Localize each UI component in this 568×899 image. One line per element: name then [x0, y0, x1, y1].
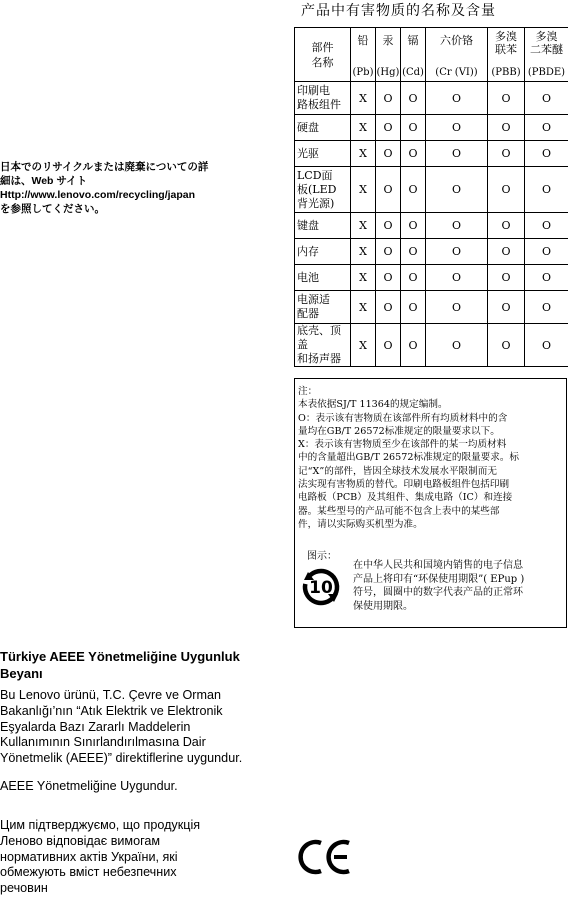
note-line: 器。某些型号的产品可能不包含上表中的某些部: [298, 505, 500, 517]
part-name-line: 硬盘: [297, 120, 319, 134]
body-line: Цим підтверджуємо, що продукція: [0, 818, 201, 832]
substance-value-cell: X: [351, 291, 376, 324]
rohs-table-title: 产品中有害物质的名称及含量: [301, 3, 496, 19]
substance-value-cell: O: [488, 82, 525, 115]
epup-line: 产品上将印有“环保使用期限”( EPup ): [353, 573, 525, 585]
table-row: [295, 291, 568, 324]
substance-name: 联苯: [495, 43, 517, 56]
part-name-line: 光驱: [297, 146, 319, 160]
part-name-line: 路板组件: [297, 98, 341, 111]
substance-value-cell: O: [401, 115, 426, 141]
note-line: 法实现有害物质的替代。印刷电路板组件包括印刷: [298, 479, 510, 491]
substance-value-cell: O: [376, 239, 401, 265]
note-line: 电路板（PCB）及其组件、集成电路（IC）和连接: [298, 492, 513, 504]
epup-number: 10: [309, 578, 333, 598]
table-row: [295, 265, 568, 291]
epup-line: 在中华人民共和国境内销售的电子信息: [353, 560, 523, 571]
header-substance-cell: [401, 28, 426, 82]
note-line: 件，请以实际购买机型为准。: [298, 518, 423, 530]
body-line: нормативних актів України, які: [0, 849, 178, 864]
substance-value-cell: O: [376, 291, 401, 324]
header-substance-cell: [351, 28, 376, 82]
jp-note-line: を参照してください。: [0, 203, 105, 215]
body-line: Леново відповідає вимогам: [0, 833, 161, 848]
part-name-line: 配器: [297, 307, 319, 320]
part-name-line: 底壳、顶盖: [297, 324, 341, 351]
substance-value-cell: O: [426, 115, 488, 141]
substance-value-cell: X: [351, 141, 376, 167]
substance-name: 铅: [357, 34, 369, 47]
substance-value-cell: O: [401, 213, 426, 239]
substance-value-cell: O: [376, 167, 401, 213]
heading-line: Beyanı: [0, 666, 43, 681]
hazardous-substances-table: [294, 27, 568, 367]
japan-recycling-note: [0, 160, 240, 216]
substance-value-cell: O: [426, 82, 488, 115]
substance-value-cell: X: [351, 115, 376, 141]
substance-value-cell: O: [376, 115, 401, 141]
body-line: Bu Lenovo ürünü, T.C. Çevre ve Orman: [0, 688, 221, 702]
jp-note-line: 日本でのリサイクルまたは廃棄についての詳: [0, 161, 209, 173]
legend-label: 图示：: [307, 551, 337, 562]
body-line: Kullanımının Sınırlandırılmasına Dair: [0, 735, 206, 750]
substance-value-cell: O: [401, 265, 426, 291]
turkey-weee-confirm: AEEE Yönetmeliğine Uygundur.: [0, 779, 178, 793]
substance-value-cell: O: [488, 291, 525, 324]
substance-value-cell: O: [426, 239, 488, 265]
substance-value-cell: O: [376, 324, 401, 367]
note-line: X：表示该有害物质至少在该部件的某一均质材料: [298, 439, 507, 451]
substance-value-cell: O: [376, 213, 401, 239]
part-name-line: 键盘: [297, 218, 319, 232]
substance-value-cell: O: [488, 265, 525, 291]
substance-name: 二苯醚: [530, 43, 563, 56]
substance-value-cell: O: [525, 291, 568, 324]
turkey-weee-heading: [0, 648, 240, 682]
note-line: 本表依据SJ/T 11364的规定编制。: [298, 399, 448, 411]
note-line: 量均在GB/T 26572标准规定的限量要求以下。: [298, 425, 500, 437]
substance-value-cell: O: [376, 141, 401, 167]
jp-note-line: Http://www.lenovo.com/recycling/japan: [0, 189, 196, 201]
jp-note-line: 細は、Web サイト: [0, 175, 88, 187]
substance-name: 多溴: [535, 30, 558, 43]
substance-symbol: (Hg): [376, 67, 400, 78]
note-line: 记“X”的部件，皆因全球技术发展水平限制而无: [298, 465, 497, 477]
substance-value-cell: X: [351, 324, 376, 367]
part-name-cell: [295, 167, 351, 213]
ukraine-compliance-text: [0, 818, 200, 897]
substance-value-cell: O: [525, 239, 568, 265]
note-line: 中的含量超出GB/T 26572标准规定的限量要求。标: [298, 452, 520, 464]
header-substance-cell: [525, 28, 568, 82]
substance-value-cell: X: [351, 82, 376, 115]
header-substance-cell: [376, 28, 401, 82]
substance-symbol: (PBDE): [527, 67, 566, 78]
table-row: [295, 141, 568, 167]
substance-value-cell: O: [376, 82, 401, 115]
substance-symbol: (PBB): [491, 67, 521, 78]
part-name-line: 和扬声器: [297, 352, 341, 365]
substance-value-cell: O: [488, 213, 525, 239]
substance-value-cell: O: [401, 167, 426, 213]
substance-value-cell: O: [426, 265, 488, 291]
part-name-line: LCD面: [297, 168, 333, 182]
substance-value-cell: O: [401, 291, 426, 324]
table-row: [295, 239, 568, 265]
substance-value-cell: O: [488, 324, 525, 367]
substance-value-cell: O: [426, 167, 488, 213]
substance-value-cell: O: [426, 213, 488, 239]
table-header-row: [295, 28, 568, 82]
part-name-line: 板(LED: [297, 182, 337, 196]
part-name-cell: [295, 239, 351, 265]
substance-value-cell: O: [426, 141, 488, 167]
substance-value-cell: O: [525, 213, 568, 239]
substance-value-cell: O: [525, 324, 568, 367]
part-name-cell: [295, 324, 351, 367]
body-line: Bakanlığı’nın “Atık Elektrik ve Elektronik: [0, 703, 223, 718]
substance-value-cell: O: [488, 115, 525, 141]
part-name-line: 电源适: [297, 293, 330, 306]
part-name-line: 背光源): [297, 196, 335, 210]
part-name-cell: [295, 141, 351, 167]
substance-value-cell: O: [426, 291, 488, 324]
substance-value-cell: O: [525, 167, 568, 213]
ce-mark-icon: [297, 837, 353, 877]
substance-value-cell: O: [401, 141, 426, 167]
part-name-cell: [295, 291, 351, 324]
substance-name: 多溴: [495, 30, 517, 43]
table-row: [295, 82, 568, 115]
note-line: 注：: [298, 386, 318, 397]
header-substance-cell: [488, 28, 525, 82]
substance-symbol: (Cd): [402, 67, 424, 78]
header-part-line: 部件: [311, 40, 334, 54]
substance-value-cell: O: [426, 324, 488, 367]
header-part-cell: [295, 28, 351, 82]
substance-value-cell: X: [351, 239, 376, 265]
substance-name: 汞: [382, 34, 394, 47]
table-row: [295, 115, 568, 141]
rohs-notes-box: [294, 378, 567, 628]
substance-value-cell: O: [525, 82, 568, 115]
part-name-cell: [295, 265, 351, 291]
substance-value-cell: O: [525, 265, 568, 291]
substance-value-cell: O: [488, 167, 525, 213]
substance-value-cell: X: [351, 213, 376, 239]
substance-value-cell: O: [376, 265, 401, 291]
substance-value-cell: O: [401, 239, 426, 265]
substance-value-cell: O: [401, 82, 426, 115]
epup-line: 保使用期限。: [353, 600, 413, 612]
substance-value-cell: X: [351, 265, 376, 291]
substance-value-cell: X: [351, 167, 376, 213]
turkey-weee-body: [0, 688, 242, 767]
epup-10-icon: [300, 566, 342, 608]
epup-description: [353, 559, 567, 613]
heading-line: Türkiye AEEE Yönetmeliğine Uygunluk: [0, 649, 240, 664]
substance-value-cell: O: [488, 239, 525, 265]
substance-value-cell: O: [401, 324, 426, 367]
part-name-cell: [295, 82, 351, 115]
header-part-line: 名称: [311, 55, 334, 69]
substance-value-cell: O: [525, 141, 568, 167]
body-line: обмежують вміст небезпечних: [0, 865, 177, 880]
body-line: Eşyalarda Bazı Zararlı Maddelerin: [0, 719, 191, 734]
part-name-cell: [295, 115, 351, 141]
substance-value-cell: O: [525, 115, 568, 141]
table-row: [295, 213, 568, 239]
body-line: речовин: [0, 881, 48, 896]
epup-line: 符号，圆圈中的数字代表产品的正常环: [353, 587, 523, 598]
substance-name: 六价铬: [440, 34, 473, 47]
part-name-line: 内存: [297, 244, 319, 258]
substance-symbol: (Cr (VI)): [435, 67, 478, 78]
note-line: O：表示该有害物质在该部件所有均质材料中的含: [298, 412, 508, 424]
part-name-line: 电池: [297, 270, 319, 284]
substance-name: 镉: [407, 34, 419, 47]
part-name-cell: [295, 213, 351, 239]
header-substance-cell: [426, 28, 488, 82]
part-name-line: 印刷电: [297, 84, 330, 97]
table-row: [295, 167, 568, 213]
body-line: Yönetmelik (AEEE)” direktiflerine uygundur.: [0, 751, 243, 766]
substance-value-cell: O: [488, 141, 525, 167]
substance-symbol: (Pb): [352, 67, 374, 78]
table-row: [295, 324, 568, 367]
